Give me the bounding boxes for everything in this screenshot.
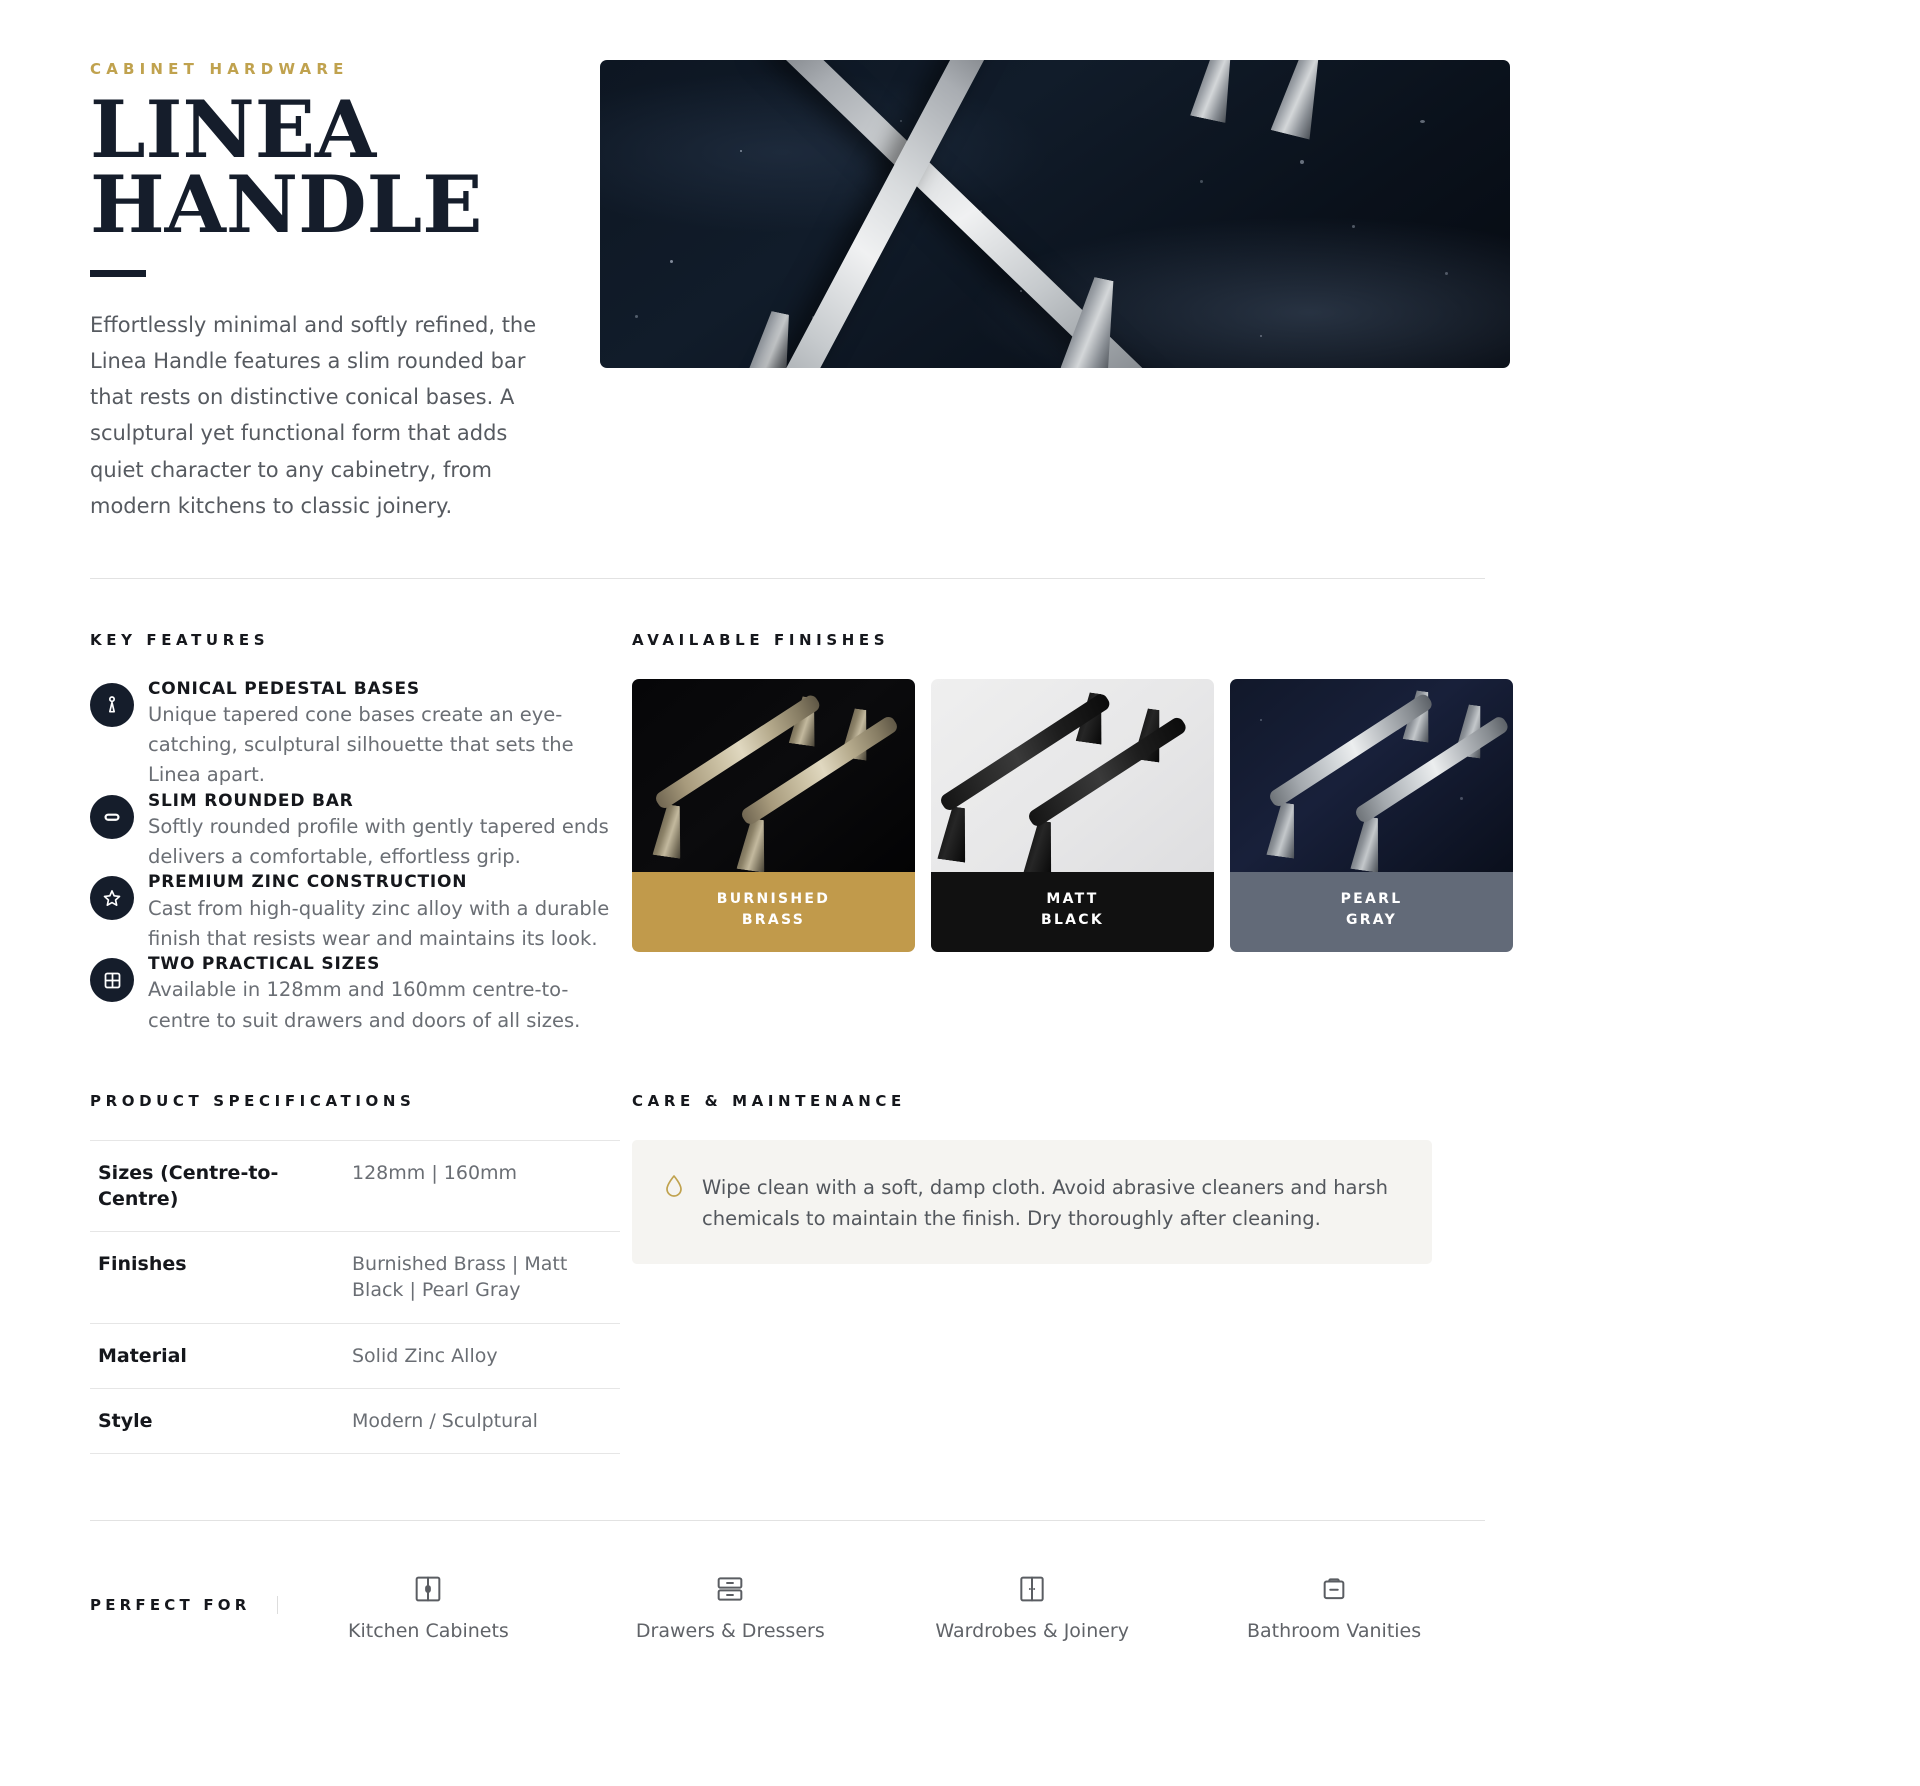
finish-swatch-burnished-brass[interactable]	[632, 679, 915, 952]
grid-squares-icon	[90, 958, 134, 1002]
drawers-icon	[579, 1567, 881, 1611]
mid-section	[90, 579, 1485, 1036]
finish-swatch-matt-black[interactable]	[931, 679, 1214, 952]
hero-product-photo	[600, 60, 1510, 368]
feature-body: Cast from high-quality zinc alloy with a durable finish that resists wear and maintains its look.	[148, 896, 610, 950]
hero-cone-base-back-2	[1190, 60, 1240, 123]
feature-item	[90, 872, 610, 954]
wardrobe-icon	[881, 1567, 1183, 1611]
finish-photo	[632, 679, 915, 872]
spec-value: Solid Zinc Alloy	[352, 1344, 498, 1367]
page-title-line-2: HANDLE	[90, 158, 483, 252]
spec-value: 128mm | 160mm	[352, 1161, 518, 1184]
feature-item	[90, 791, 610, 873]
feature-body: Available in 128mm and 160mm centre-to-centre to suit drawers and doors of all sizes.	[148, 978, 581, 1032]
finish-photo	[931, 679, 1214, 872]
vanity-icon	[1183, 1567, 1485, 1611]
rounded-bar-icon	[90, 795, 134, 839]
finishes-gallery	[632, 679, 1513, 952]
page-title-line-1: LINEA	[90, 83, 377, 176]
feature-title: PREMIUM ZINC CONSTRUCTION	[148, 872, 468, 893]
spec-value: Modern / Sculptural	[352, 1409, 538, 1432]
title-underline-rule	[90, 270, 146, 277]
spec-key: Style	[98, 1409, 153, 1432]
hero-text-column	[90, 60, 600, 524]
perfect-for-item-label: Wardrobes & Joinery	[935, 1620, 1129, 1643]
feature-title: TWO PRACTICAL SIZES	[148, 954, 381, 975]
hero-section	[90, 0, 1485, 524]
finishes-column	[610, 631, 1513, 1036]
specifications-label: PRODUCT SPECIFICATIONS	[90, 1091, 416, 1110]
care-label: CARE & MAINTENANCE	[632, 1091, 906, 1110]
finish-name-line-1: MATT	[1046, 890, 1099, 907]
star-icon	[90, 876, 134, 920]
feature-item	[90, 954, 610, 1036]
table-row	[90, 1140, 620, 1231]
finish-name-line-1: BURNISHED	[716, 890, 831, 907]
key-features-label: KEY FEATURES	[90, 630, 270, 649]
perfect-for-item-label: Bathroom Vanities	[1246, 1620, 1422, 1643]
specifications-table	[90, 1140, 620, 1454]
table-row	[90, 1323, 620, 1388]
lower-section	[90, 1036, 1485, 1454]
finish-name-label	[632, 872, 915, 952]
feature-title: CONICAL PEDESTAL BASES	[148, 678, 420, 699]
perfect-for-item-wardrobes-joinery[interactable]	[881, 1567, 1183, 1644]
eyebrow-label: CABINET HARDWARE	[90, 60, 349, 78]
perfect-for-section	[90, 1521, 1485, 1644]
spec-key: Sizes (Centre-to-Centre)	[98, 1161, 279, 1210]
perfect-for-item-label: Drawers & Dressers	[635, 1620, 825, 1643]
spec-key: Material	[98, 1344, 187, 1367]
finish-name-label	[931, 872, 1214, 952]
care-callout	[632, 1140, 1432, 1264]
page-title	[90, 83, 580, 252]
hero-description: Effortlessly minimal and softly refined, the Linea Handle features a slim rounded bar that rests on distinctive conical bases. A sculptural yet functional form that adds quiet character to any cabinetry, from modern kitchens to classic joinery.	[90, 313, 537, 518]
finish-photo	[1230, 679, 1513, 872]
spec-key: Finishes	[98, 1253, 187, 1276]
perfect-for-item-kitchen-cabinets[interactable]	[278, 1567, 580, 1644]
care-text: Wipe clean with a soft, damp cloth. Avoid abrasive cleaners and harsh chemicals to maintain the finish. Dry thoroughly after cleaning.	[702, 1175, 1389, 1230]
perfect-for-item-label: Kitchen Cabinets	[348, 1620, 509, 1643]
finish-name-label	[1230, 872, 1513, 952]
feature-body: Unique tapered cone bases create an eye-catching, sculptural silhouette that sets the Linea apart.	[148, 703, 574, 787]
perfect-for-item-drawers-dressers[interactable]	[579, 1567, 881, 1644]
hero-image-column	[600, 60, 1510, 368]
feature-title: SLIM ROUNDED BAR	[148, 790, 354, 811]
perfect-for-label: PERFECT FOR	[90, 1596, 278, 1614]
finish-name-line-1: PEARL	[1340, 890, 1403, 907]
feature-body: Softly rounded profile with gently tapered ends delivers a comfortable, effortless grip.	[148, 814, 609, 869]
care-column	[610, 1092, 1485, 1454]
hero-cone-base-back	[1271, 60, 1330, 140]
table-row	[90, 1388, 620, 1453]
cabinet-icon	[278, 1567, 580, 1611]
finish-name-line-2: BRASS	[741, 912, 806, 929]
key-features-column	[90, 631, 610, 1036]
specifications-column	[90, 1092, 610, 1454]
table-row	[90, 1232, 620, 1323]
finishes-label: AVAILABLE FINISHES	[632, 630, 890, 649]
droplet-icon	[662, 1170, 686, 1203]
finish-swatch-pearl-gray[interactable]	[1230, 679, 1513, 952]
feature-item	[90, 679, 610, 791]
finish-name-line-2: BLACK	[1040, 912, 1105, 929]
spec-value: Burnished Brass | Matt Black | Pearl Gray	[352, 1253, 568, 1302]
cone-pedestal-icon	[90, 683, 134, 727]
finish-name-line-2: GRAY	[1345, 912, 1398, 929]
perfect-for-items	[278, 1567, 1486, 1644]
perfect-for-item-bathroom-vanities[interactable]	[1183, 1567, 1485, 1644]
